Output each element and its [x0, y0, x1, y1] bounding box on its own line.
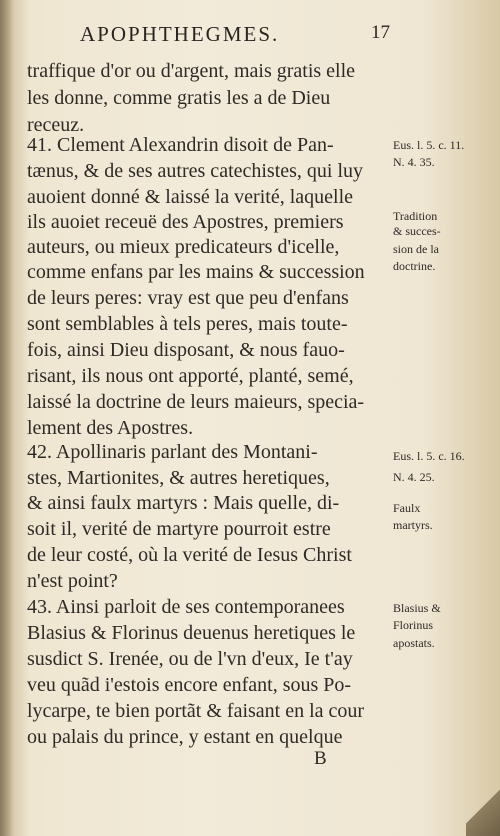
page-header: [80, 22, 390, 50]
text-line: & ainsi faulx martyrs : Mais quelle, di-: [27, 492, 340, 514]
text-line: 42. Apollinaris parlant des Montani-: [27, 441, 318, 463]
running-head: APOPHTHEGMES.: [80, 22, 280, 46]
text-line: n'est point?: [27, 570, 118, 592]
text-line: auoient donné & laissé la verité, laquelle: [27, 186, 353, 208]
text-line: soit il, verité de martyre pourroit estre: [27, 518, 331, 540]
text-line: de leur costé, où la verité de Iesus Christ: [27, 544, 352, 566]
margin-note: & succes-: [393, 224, 441, 238]
text-line: 41. Clement Alexandrin disoit de Pan-: [27, 134, 334, 156]
page-corner: [466, 776, 500, 836]
text-line: lement des Apostres.: [27, 417, 194, 439]
margin-note: sion de la: [393, 242, 439, 256]
text-line: 43. Ainsi parloit de ses contemporanees: [27, 596, 345, 618]
text-line: receuz.: [27, 114, 85, 136]
margin-note: Tradition: [393, 209, 438, 223]
text-line: Blasius & Florinus deuenus heretiques le: [27, 622, 356, 644]
page-number: 17: [371, 22, 390, 43]
text-line: tænus, & de ses autres catechistes, qui luy: [27, 160, 364, 182]
signature-mark: B: [314, 748, 327, 769]
gutter-shadow: [0, 0, 14, 836]
margin-note: doctrine.: [393, 259, 436, 273]
text-line: ou palais du prince, y estant en quelque: [27, 726, 343, 748]
text-line: les donne, comme gratis les a de Dieu: [27, 87, 331, 109]
margin-note: martyrs.: [393, 518, 433, 532]
text-line: laissé la doctrine de leurs maieurs, specia-: [27, 391, 365, 413]
text-line: risant, ils nous ont apporté, planté, semé,: [27, 365, 354, 387]
margin-note: Florinus: [393, 618, 434, 632]
margin-note: Blasius &: [393, 601, 441, 615]
text-line: ils auoiet receuë des Apostres, premiers: [27, 211, 344, 233]
margin-note: Eus. l. 5. c. 11.: [393, 138, 465, 152]
text-line: lycarpe, te bien portãt & faisant en la cour: [27, 700, 365, 722]
text-line: veu quãd i'estois encore enfant, sous Po-: [27, 674, 352, 696]
text-line: sont semblables à tels peres, mais toute-: [27, 313, 348, 335]
margin-note: N. 4. 25.: [393, 470, 435, 484]
text-line: stes, Martionites, & autres heretiques,: [27, 467, 330, 489]
text-line: auteurs, ou mieux predicateurs d'icelle,: [27, 236, 340, 258]
text-line: fois, ainsi Dieu disposant, & nous fauo-: [27, 339, 345, 361]
text-line: comme enfans par les mains & succession: [27, 261, 365, 283]
margin-note: Faulx: [393, 501, 421, 515]
text-line: traffique d'or ou d'argent, mais gratis elle: [27, 60, 356, 82]
margin-note: apostats.: [393, 636, 435, 650]
margin-note: N. 4. 35.: [393, 155, 435, 169]
text-line: de leurs peres: vray est que peu d'enfans: [27, 287, 349, 309]
text-line: susdict S. Irenée, ou de l'vn d'eux, Ie t'ay: [27, 648, 353, 670]
margin-note: Eus. l. 5. c. 16.: [393, 449, 465, 463]
